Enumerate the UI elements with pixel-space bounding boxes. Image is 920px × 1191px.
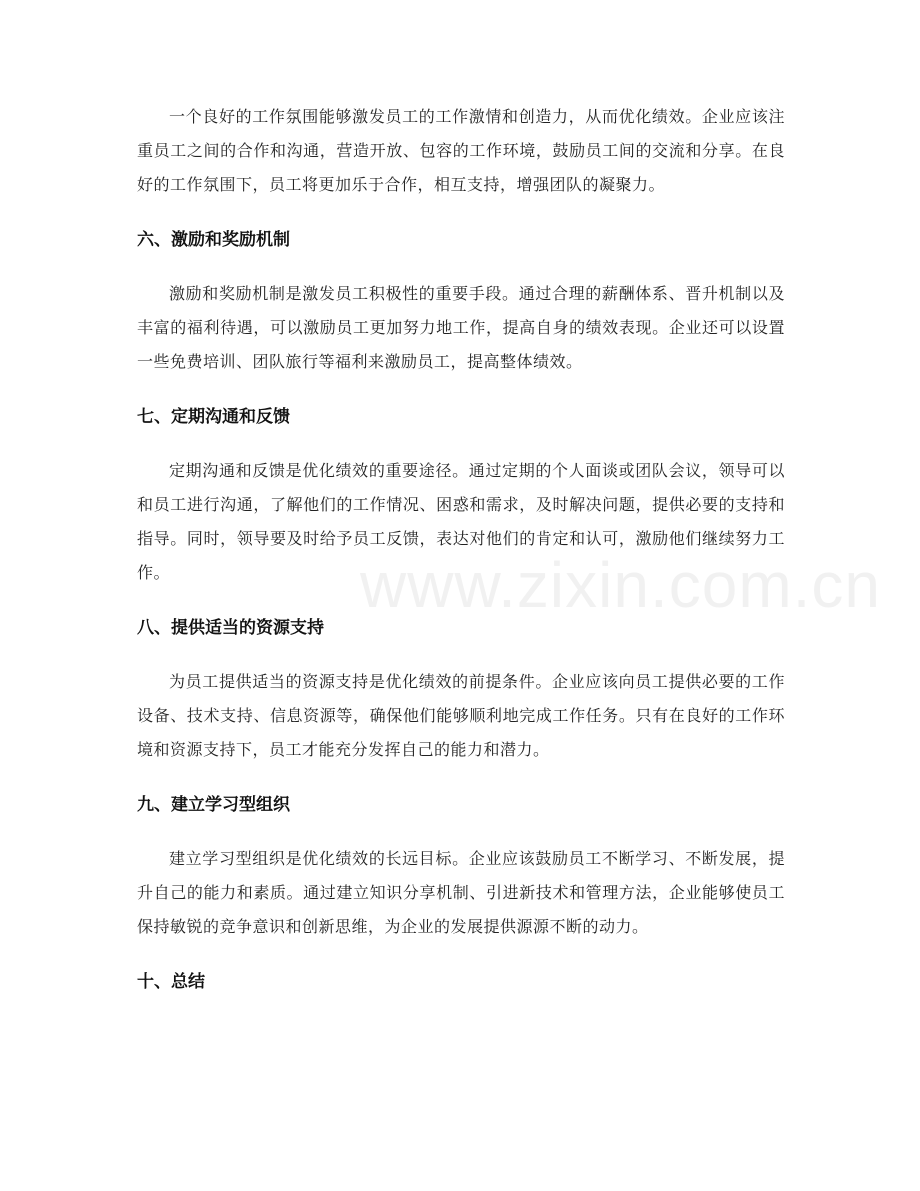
document-body (137, 100, 785, 999)
heading-incentive-mechanism: 六、激励和奖励机制 (137, 230, 290, 250)
watermark: www.zixin.com.cn (360, 549, 881, 621)
paragraph-incentive-mechanism: 激励和奖励机制是激发员工积极性的重要手段。通过合理的薪酬体系、晋升机制以及丰富的福利待遇，可以激励员工更加努力地工作，提高自身的绩效表现。企业还可以设置一些免费培训、团队旅行等福利来激励员工，提高整体绩效。 (137, 284, 785, 371)
heading-summary: 十、总结 (137, 972, 205, 992)
paragraph-regular-communication: 定期沟通和反馈是优化绩效的重要途径。通过定期的个人面谈或团队会议，领导可以和员工进行沟通，了解他们的工作情况、困惑和需求，及时解决问题，提供必要的支持和指导。同时，领导要及时给予员工反馈，表达对他们的肯定和认可，激励他们继续努力工作。 (137, 461, 785, 582)
paragraph-learning-organization: 建立学习型组织是优化绩效的长远目标。企业应该鼓励员工不断学习、不断发展，提升自己的能力和素质。通过建立知识分享机制、引进新技术和管理方法，企业能够使员工保持敏锐的竞争意识和创新思维，为企业的发展提供源源不断的动力。 (137, 849, 785, 936)
paragraph-resource-support: 为员工提供适当的资源支持是优化绩效的前提条件。企业应该向员工提供必要的工作设备、技术支持、信息资源等，确保他们能够顺利地完成工作任务。只有在良好的工作环境和资源支持下，员工才能充分发挥自己的能力和潜力。 (137, 672, 785, 759)
heading-resource-support: 八、提供适当的资源支持 (137, 618, 324, 638)
heading-regular-communication: 七、定期沟通和反馈 (137, 407, 290, 427)
heading-learning-organization: 九、建立学习型组织 (137, 795, 290, 815)
paragraph-work-atmosphere: 一个良好的工作氛围能够激发员工的工作激情和创造力，从而优化绩效。企业应该注重员工之间的合作和沟通，营造开放、包容的工作环境，鼓励员工间的交流和分享。在良好的工作氛围下，员工将更加乐于合作，相互支持，增强团队的凝聚力。 (137, 107, 785, 194)
